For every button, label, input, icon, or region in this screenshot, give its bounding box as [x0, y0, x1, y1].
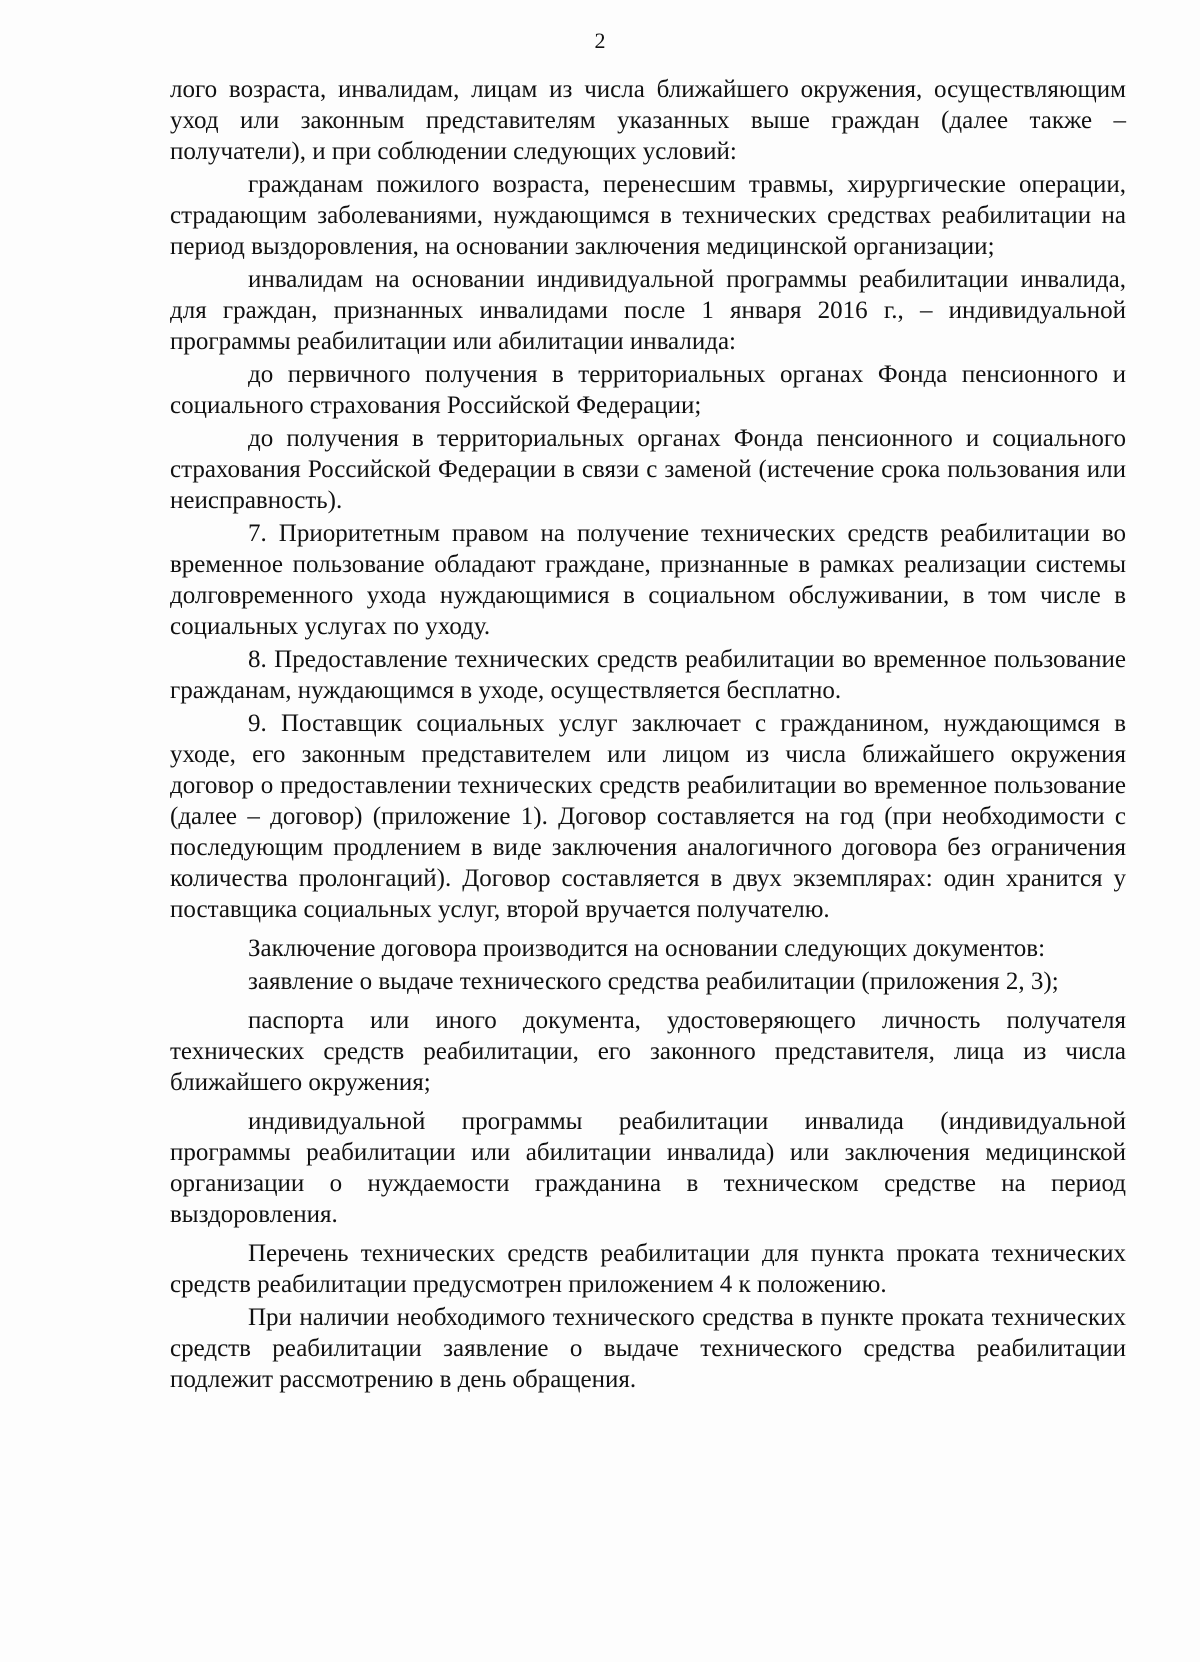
paragraph: 8. Предоставление технических средств реабилитации во временное пользование гражданам, нуждающимся в уходе, осуществляется бесплатно. [170, 646, 1126, 704]
paragraph: гражданам пожилого возраста, перенесшим травмы, хирургические операции, страдающим заболеваниями, нуждающимся в технических средствах реабилитации на период выздоровления, на основании заключения медицинской организации; [170, 171, 1126, 260]
document-body [170, 74, 1126, 1397]
page-number: 2 [594, 28, 606, 53]
paragraph: Заключение договора производится на основании следующих документов: [248, 935, 1046, 962]
paragraph: инвалидам на основании индивидуальной программы реабилитации инвалида, для граждан, признанных инвалидами после 1 января 2016 г., – индивидуальной программы реабилитации или абилитации инвалида: [170, 266, 1126, 355]
paragraph: паспорта или иного документа, удостоверяющего личность получателя технических средств реабилитации, его законного представителя, лица из числа ближайшего окружения; [170, 1007, 1126, 1096]
paragraph: При наличии необходимого технического средства в пункте проката технических средств реабилитации заявление о выдаче технического средства реабилитации подлежит рассмотрению в день обращения. [170, 1304, 1126, 1393]
paragraph: до получения в территориальных органах Фонда пенсионного и социального страхования Российской Федерации в связи с заменой (истечение срока пользования или неисправность). [170, 425, 1126, 514]
paragraph: индивидуальной программы реабилитации инвалида (индивидуальной программы реабилитации или абилитации инвалида) или заключения медицинской организации о нуждаемости гражданина в техническом средстве на период выздоровления. [170, 1108, 1126, 1228]
paragraph: заявление о выдаче технического средства реабилитации (приложения 2, 3); [248, 968, 1059, 995]
paragraph: Перечень технических средств реабилитации для пункта проката технических средств реабилитации предусмотрен приложением 4 к положению. [170, 1240, 1126, 1298]
paragraph: лого возраста, инвалидам, лицам из числа ближайшего окружения, осуществляющим уход или законным представителям указанных выше граждан (далее также – получатели), и при соблюдении следующих условий: [170, 76, 1126, 165]
paragraph: до первичного получения в территориальных органах Фонда пенсионного и социального страхования Российской Федерации; [170, 361, 1126, 419]
paragraph: 9. Поставщик социальных услуг заключает с гражданином, нуждающимся в уходе, его законным представителем или лицом из числа ближайшего окружения договор о предоставлении технических средств реабилитации во временное пользование (далее – договор) (приложение 1). Договор составляется на год (при необходимости с последующим продлением в виде заключения аналогичного договора без ограничения количества пролонгаций). Договор составляется в двух экземплярах: один хранится у поставщика социальных услуг, второй вручается получателю. [170, 710, 1126, 923]
paragraph: 7. Приоритетным правом на получение технических средств реабилитации во временное пользование обладают граждане, признанные в рамках реализации системы долговременного ухода нуждающимися в социальном обслуживании, в том числе в социальных услугах по уходу. [170, 520, 1126, 640]
